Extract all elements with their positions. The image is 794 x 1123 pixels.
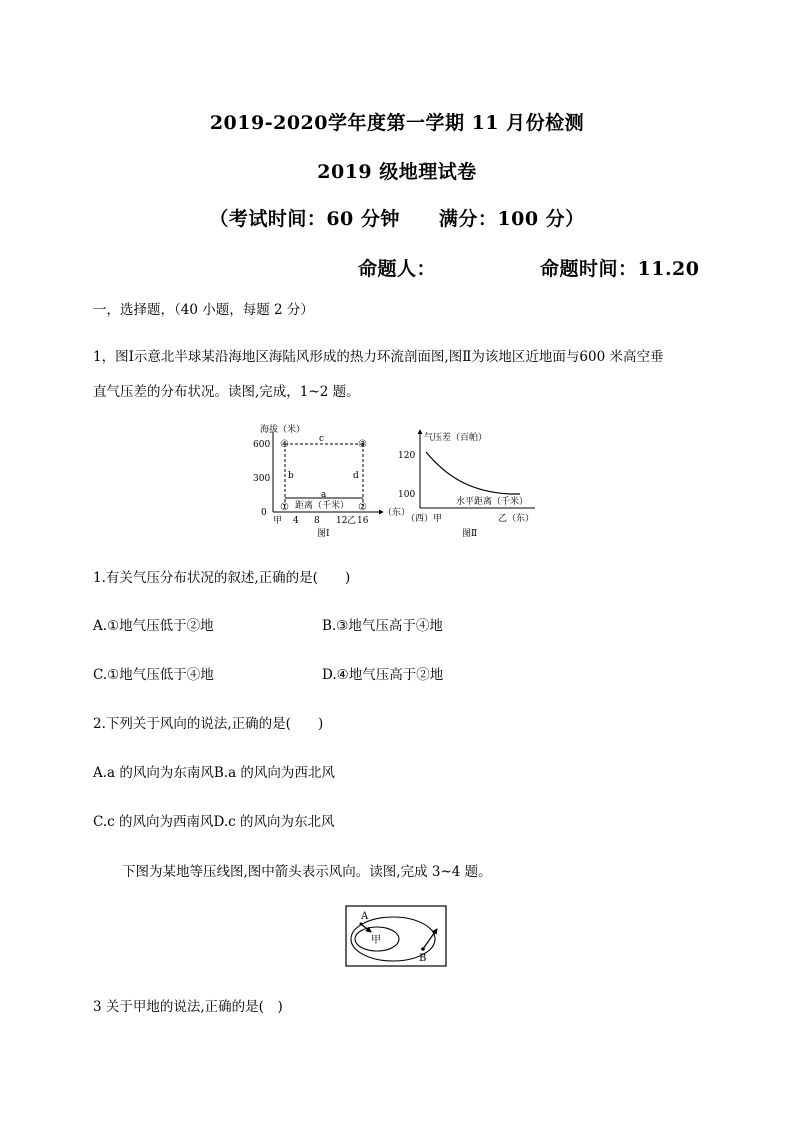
exam-info: （考试时间：60 分钟 满分：100 分） [209, 208, 585, 230]
fig1-y-tick-300: 300 [253, 474, 271, 484]
fig1-point-2: ② [358, 502, 367, 513]
fig3-label-a: A [361, 911, 369, 922]
fig1-caption: 图Ⅰ [317, 529, 330, 539]
q1-option-d: D.④地气压高于②地 [322, 667, 444, 683]
fig1-point-1: ① [280, 502, 289, 513]
q2-options-ab: A.a 的风向为东南风B.a 的风向为西北风 [93, 765, 335, 781]
fig3-label-b: B [419, 953, 427, 964]
fig1-x-tick-4: 4 [293, 516, 299, 526]
fig1-x-tick-12: 12 [336, 516, 348, 526]
fig1-arrow-a: a [321, 490, 327, 500]
fig1-x-tick-yi: 乙 [347, 516, 357, 526]
fig1-y-tick-600: 600 [253, 440, 271, 450]
fig3-label-center: 甲 [371, 935, 381, 946]
figure-3-isobar-map [345, 905, 447, 967]
exam-title: 2019-2020学年度第一学期 11 月份检测 [209, 112, 585, 134]
author-label: 命题人： [358, 258, 437, 280]
fig1-x-tick-8: 8 [314, 516, 320, 526]
intro1-line2: 直气压差的分布状况。读图,完成，1~2 题。 [93, 384, 360, 400]
fig2-right-label: 乙（东） [498, 514, 535, 524]
fig2-y-tick-120: 120 [398, 451, 416, 461]
q2-stem: 2.下列关于风向的说法,正确的是( ) [93, 716, 324, 732]
fig1-x-axis-title: 距离（千米） [295, 501, 350, 511]
fig1-arrow-c: c [319, 434, 325, 444]
date-label: 命题时间：11.20 [540, 258, 700, 280]
fig1-arrow-b: b [288, 471, 294, 481]
fig1-x-direction: （东） [383, 508, 411, 518]
q1-option-b: B.③地气压高于④地 [322, 618, 443, 634]
fig1-point-4: ④ [280, 439, 289, 450]
fig1-y-tick-0: 0 [261, 508, 267, 518]
fig1-point-3: ③ [358, 439, 367, 450]
figure-2-pressure-difference [390, 428, 545, 545]
q2-options-cd: C.c 的风向为西南风D.c 的风向为东北风 [93, 814, 335, 830]
fig2-x-axis-title: 水平距离（千米） [456, 497, 529, 507]
fig2-left-label: （西）甲 [406, 514, 443, 524]
fig2-caption: 图Ⅱ [462, 529, 478, 539]
fig2-y-tick-100: 100 [398, 490, 416, 500]
fig2-y-axis-title: 气压差（百帕） [424, 433, 488, 443]
fig1-y-axis-title: 海拔（米） [260, 425, 306, 435]
q1-option-c: C.①地气压低于④地 [93, 667, 214, 683]
intro1-line1: 1，图Ⅰ示意北半球某沿海地区海陆风形成的热力环流剖面图,图Ⅱ为该地区近地面与600 米高空垂 [93, 349, 664, 365]
exam-subtitle: 2019 级地理试卷 [317, 161, 477, 183]
q3-stem: 3 关于甲地的说法,正确的是( ) [93, 999, 283, 1015]
fig1-x-tick-16: 16 [357, 516, 369, 526]
fig1-arrow-d: d [353, 471, 359, 481]
section-heading: 一，选择题，（40 小题，每题 2 分） [93, 302, 314, 318]
fig1-x-tick-jia: 甲 [273, 516, 283, 526]
q1-option-a: A.①地气压低于②地 [93, 618, 214, 634]
intro2-text: 下图为某地等压线图,图中箭头表示风向。读图,完成 3~4 题。 [122, 864, 492, 880]
q1-stem: 1.有关气压分布状况的叙述,正确的是( ) [93, 570, 351, 586]
